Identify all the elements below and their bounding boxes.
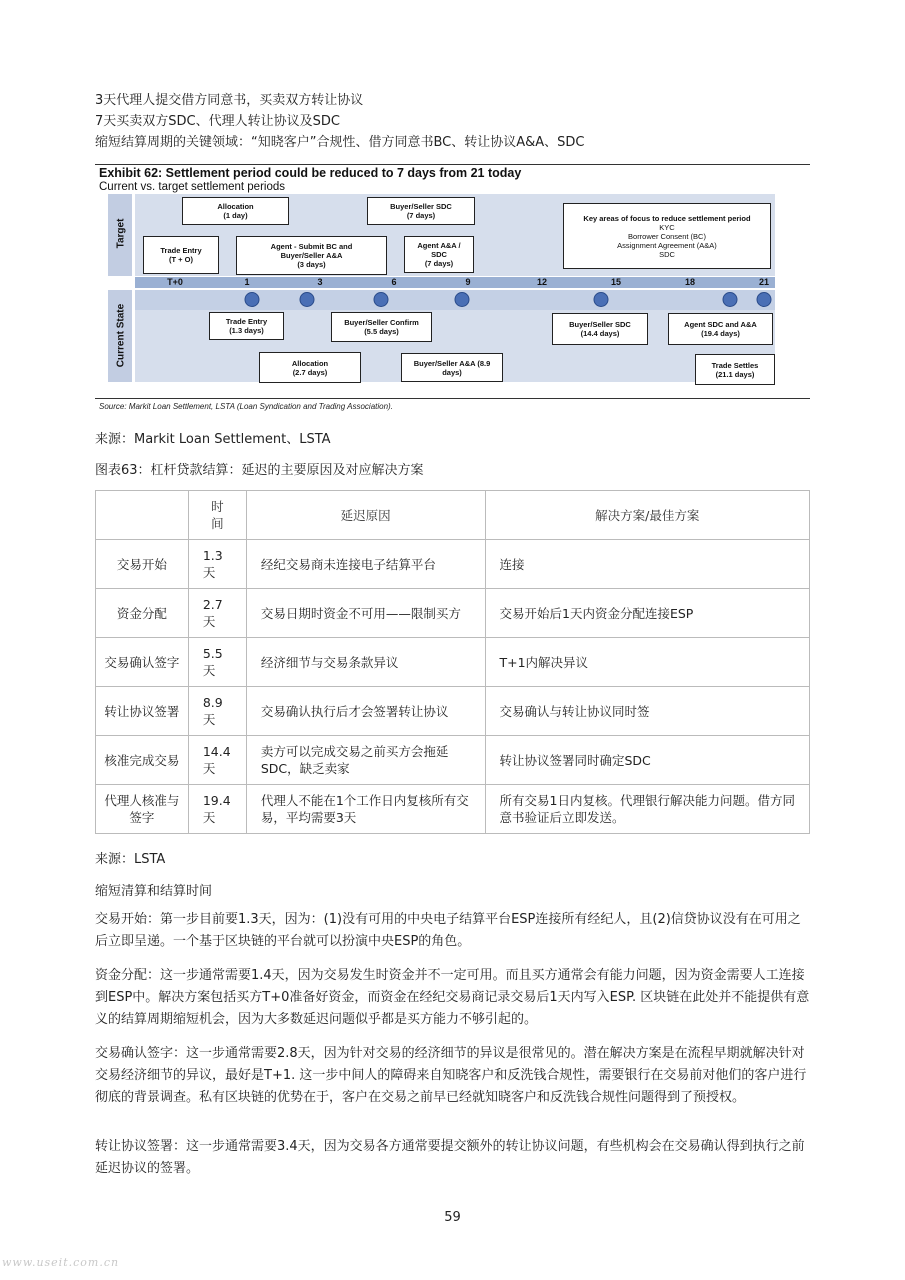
tick-label: 3 (317, 277, 323, 287)
target-agent-submit-box (236, 236, 387, 275)
table-cell: 交易确认执行后才会签署转让协议 (246, 687, 485, 736)
box-line: Key areas of focus to reduce settlement period (583, 213, 751, 223)
box-line: (7 days) (406, 211, 436, 220)
timeline-dot (723, 292, 738, 307)
timeline-dot (594, 292, 609, 307)
box-line: Allocation (217, 202, 254, 211)
delay-reasons-table (95, 490, 810, 834)
table-cell: 资金分配 (96, 589, 189, 638)
current-aa-box (401, 353, 503, 382)
box-line: Buyer/Seller SDC (390, 202, 452, 211)
timeline-dot (245, 292, 260, 307)
exhibit-title: Exhibit 62: Settlement period could be reduced to 7 days from 21 today (99, 166, 522, 180)
paragraph: 交易开始：第一步目前要1.3天，因为：(1)没有可用的中央电子结算平台ESP连接所有经纪人，且(2)信贷协议没有在可用之后立即呈递。一个基于区块链的平台就可以扮演中央ESP的角色。 (95, 912, 801, 949)
current-sdc-box (552, 313, 648, 345)
box-line: (19.4 days) (701, 329, 740, 338)
box-line: Trade Entry (160, 246, 202, 255)
table-row (96, 540, 810, 589)
table-cell: 代理人不能在1个工作日内复核所有交易，平均需要3天 (246, 785, 485, 834)
header-cell: 解决方案/最佳方案 (485, 491, 810, 540)
target-agent-aa-box (404, 236, 474, 273)
box-line: Borrower Consent (BC) (628, 231, 706, 241)
box-line: Agent - Submit BC and (270, 242, 353, 251)
tick-label: 6 (391, 277, 397, 287)
exhibit-figure (95, 160, 810, 415)
box-line: (7 days) (424, 259, 454, 268)
box-line: SDC (431, 250, 447, 259)
target-key-areas-box (563, 203, 771, 269)
table-cell: 所有交易1日内复核。代理银行解决能力问题。借方同意书验证后立即发送。 (485, 785, 810, 834)
paragraph: 资金分配：这一步通常需要1.4天，因为交易发生时资金并不一定可用。而且买方通常会有能力问题，因为资金需要人工连接到ESP中。解决方案包括买方T+0准备好资金，而资金在经纪交易商记录交易后1天内写入ESP. 区块链在此处并不能提供有意义的结算周期缩短机会，因为大多数延迟问题似乎都是买方能力不够引起的。 (95, 968, 810, 1027)
target-allocation-box (182, 197, 289, 225)
timeline-dot (300, 292, 315, 307)
exhibit-source: Source: Markit Loan Settlement, LSTA (Loan Syndication and Trading Association). (99, 402, 393, 411)
table-cell: 转让协议签署 (96, 687, 189, 736)
tick-label: 12 (536, 277, 548, 287)
box-line: (21.1 days) (715, 369, 755, 379)
current-trade-entry-box (209, 312, 284, 340)
watermark: www.useit.com.cn (2, 1256, 120, 1269)
target-trade-entry-box (143, 236, 219, 274)
tick-label: 9 (465, 277, 471, 287)
box-line: (14.4 days) (580, 329, 620, 338)
source-line-1: 来源：Markit Loan Settlement、LSTA (95, 432, 331, 447)
exhibit-subtitle: Current vs. target settlement periods (99, 181, 285, 193)
box-line: Assignment Agreement (A&A) (617, 240, 717, 250)
tick-label: 1 (244, 277, 250, 287)
box-line: (1.3 days) (229, 326, 264, 335)
intro-line-3: 缩短结算周期的关键领域：“知晓客户”合规性、借方同意书BC、转让协议A&A、SDC (95, 135, 585, 150)
source-line-2: 来源：LSTA (95, 852, 166, 867)
tick-label: 21 (758, 277, 770, 287)
tick-label: 15 (610, 277, 622, 287)
table-header-row (96, 491, 810, 540)
table-cell: 代理人核准与签字 (96, 785, 189, 834)
current-band-label: Current State (115, 303, 127, 368)
header-cell: 延迟原因 (246, 491, 485, 540)
timeline-bar (135, 277, 775, 288)
table-cell: 连接 (485, 540, 810, 589)
table-cell: 交易开始 (96, 540, 189, 589)
box-line: (2.7 days) (292, 367, 328, 377)
table-cell: 14.4天 (188, 736, 246, 785)
box-line: Buyer/Seller A&A (8.9 (413, 358, 491, 368)
exhibit-top-rule (95, 164, 810, 165)
table-row (96, 638, 810, 687)
box-line: Buyer/Seller SDC (569, 320, 631, 329)
table-cell: 交易确认签字 (96, 638, 189, 687)
table-cell: 1.3天 (188, 540, 246, 589)
table-row (96, 736, 810, 785)
box-line: SDC (659, 249, 675, 259)
table-row (96, 687, 810, 736)
header-cell (96, 491, 189, 540)
box-line: (T + O) (169, 255, 193, 264)
paragraph: 交易确认签字：这一步通常需要2.8天，因为针对交易的经济细节的异议是很常见的。潜在解决方案是在流程早期就解决针对交易经济细节的异议，最好是T+1. 这一步中间人的障碍来自知晓客户和反洗钱合规性，需要银行在交易前对他们的客户进行彻底的背景调查。私有区块链的优势在于，客户在交易之前早已经就知晓客户和反洗钱合规性问题得到了预授权。 (95, 1046, 807, 1105)
page-number: 59 (444, 1210, 461, 1225)
current-settles-box (695, 354, 775, 385)
current-agent-sdc-box (668, 313, 773, 345)
box-line: days) (442, 367, 462, 377)
table-title: 图表63：杠杆贷款结算：延迟的主要原因及对应解决方案 (95, 463, 424, 478)
table-cell: 8.9天 (188, 687, 246, 736)
table-cell: 19.4天 (188, 785, 246, 834)
timeline-dot (455, 292, 470, 307)
table-cell: 经纪交易商未连接电子结算平台 (246, 540, 485, 589)
tick-label: 18 (684, 277, 696, 287)
table-cell: T+1内解决异议 (485, 638, 810, 687)
section-heading: 缩短清算和结算时间 (95, 884, 213, 899)
timeline-dot (374, 292, 389, 307)
current-confirm-box (331, 312, 432, 342)
table-cell: 核准完成交易 (96, 736, 189, 785)
box-line: Buyer/Seller Confirm (344, 318, 419, 327)
table-cell: 转让协议签署同时确定SDC (485, 736, 810, 785)
box-line: Allocation (291, 358, 329, 368)
table-cell: 交易确认与转让协议同时签 (485, 687, 810, 736)
table-row (96, 589, 810, 638)
table-cell: 交易日期时资金不可用——限制买方 (246, 589, 485, 638)
box-line: KYC (659, 222, 675, 232)
box-line: Buyer/Seller A&A (280, 251, 343, 260)
box-line: Trade Settles (711, 360, 759, 370)
timeline-dot (757, 292, 772, 307)
box-line: Agent SDC and A&A (684, 320, 757, 329)
table-cell: 经济细节与交易条款异议 (246, 638, 485, 687)
intro-line-2: 7天买卖双方SDC、代理人转让协议及SDC (95, 114, 340, 129)
target-band-label: Target (115, 218, 127, 249)
current-allocation-box (259, 352, 361, 383)
table-cell: 卖方可以完成交易之前买方会拖延SDC，缺乏卖家 (246, 736, 485, 785)
box-line: (3 days) (297, 260, 326, 269)
table-cell: 交易开始后1天内资金分配连接ESP (485, 589, 810, 638)
box-line: Agent A&A / (417, 241, 461, 250)
paragraph: 转让协议签署：这一步通常需要3.4天，因为交易各方通常要提交额外的转让协议问题，有些机构会在交易确认得到执行之前延迟协议的签署。 (95, 1139, 805, 1176)
box-line: Trade Entry (225, 317, 268, 326)
exhibit-bottom-rule (95, 398, 810, 399)
box-line: (1 day) (223, 211, 248, 220)
table-row (96, 785, 810, 834)
tick-label: T+0 (167, 277, 183, 287)
table-cell: 2.7天 (188, 589, 246, 638)
intro-line-1: 3天代理人提交借方同意书，买卖双方转让协议 (95, 93, 364, 108)
header-cell: 时间 (188, 491, 246, 540)
table-cell: 5.5天 (188, 638, 246, 687)
target-buyer-seller-sdc-box (367, 197, 475, 225)
box-line: (5.5 days) (364, 327, 399, 336)
